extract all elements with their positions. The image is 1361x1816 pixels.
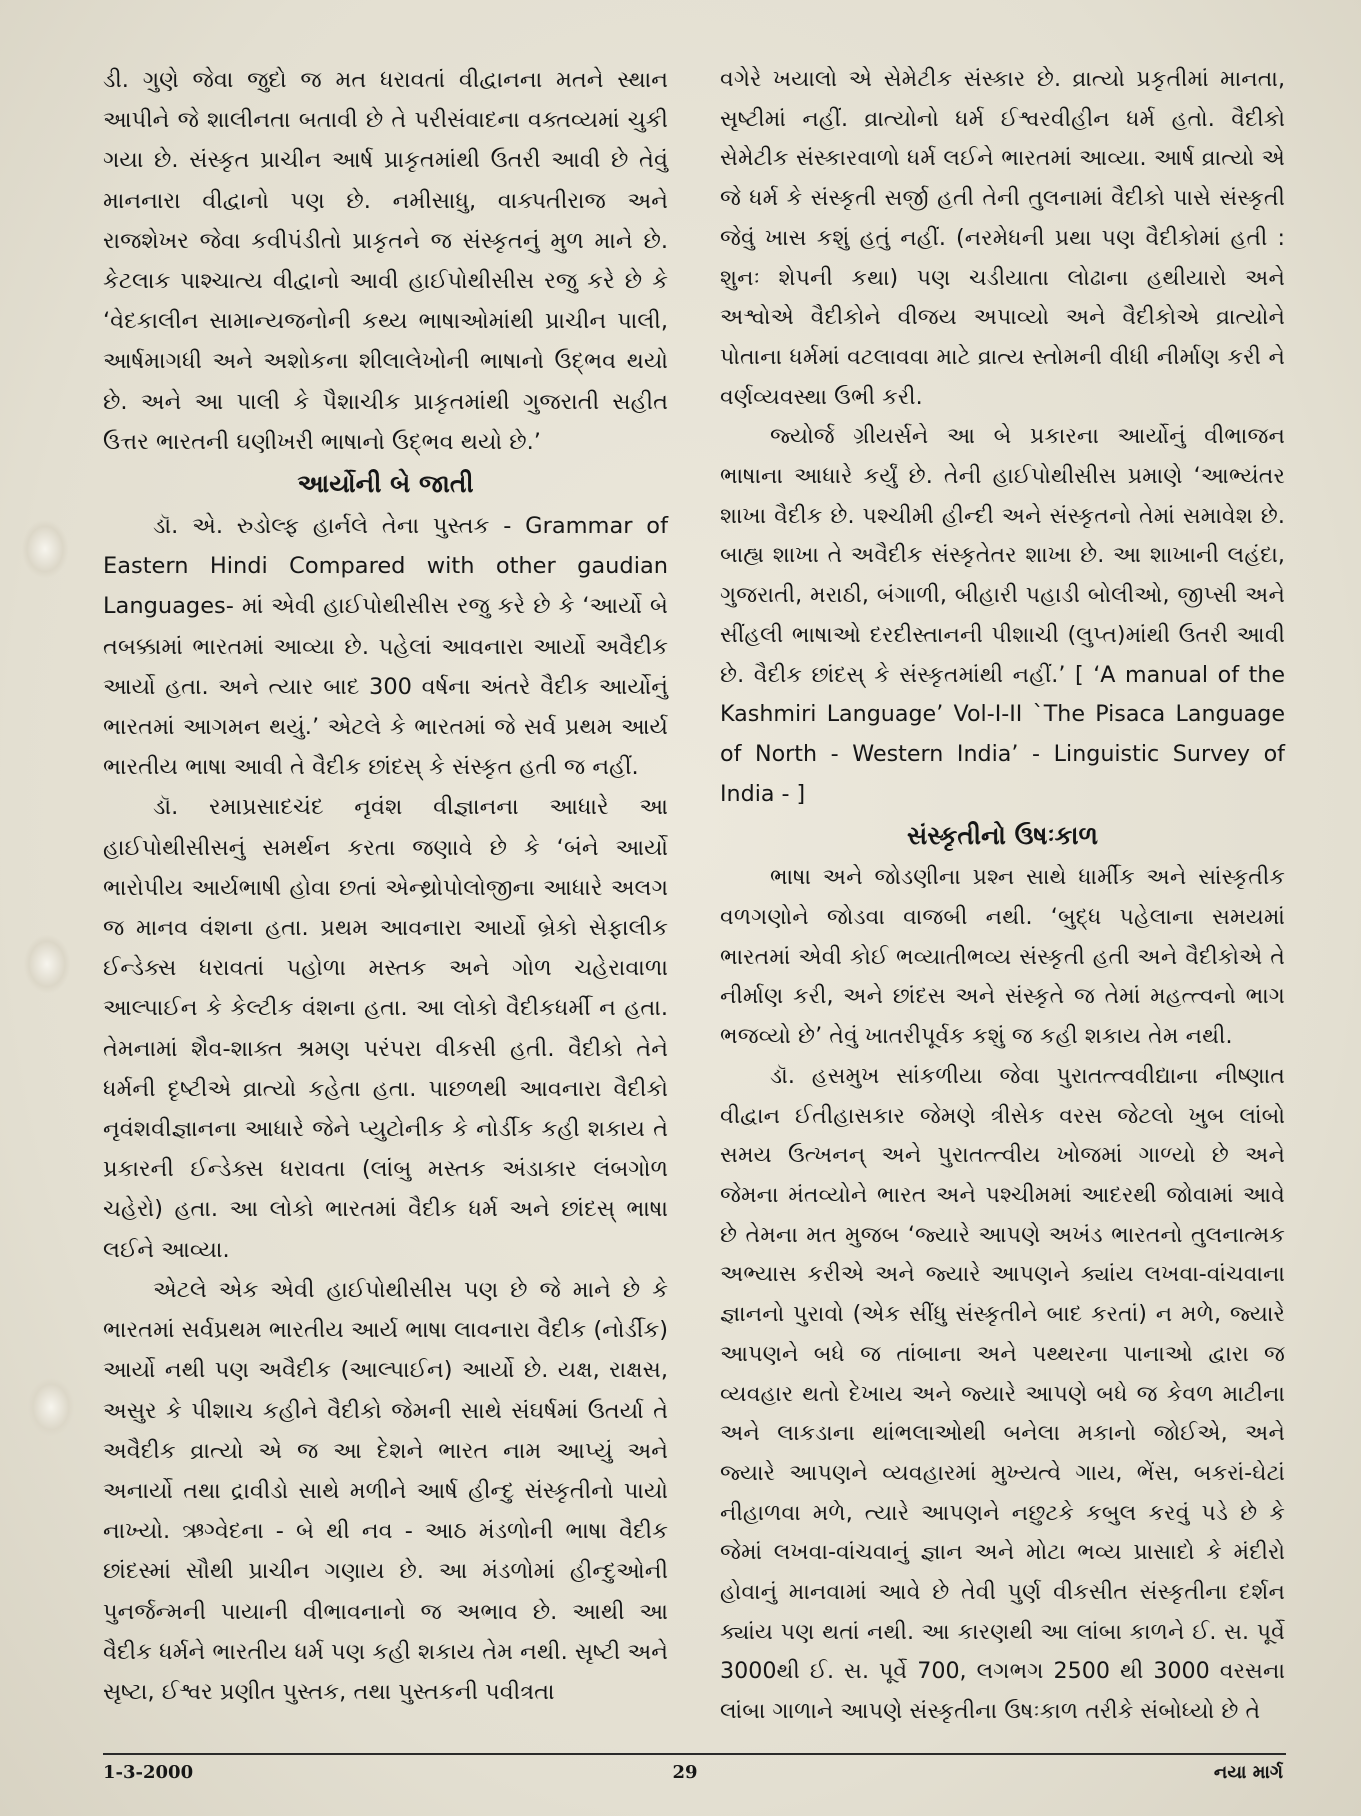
footer-divider <box>103 1753 1286 1755</box>
paragraph: એટલે એક એવી હાઈપોથીસીસ પણ છે જે માને છે કે ભારતમાં સર્વપ્રથમ ભારતીય આર્ય ભાષા લાવનારા વૈદીક (નોર્ડીક) આર્યો નથી પણ અવૈદીક (આલ્પાઈન) આર્યો છે. યક્ષ, રાક્ષસ, અસુર કે પીશાચ કહીને વૈદીકો જેમની સાથે સંઘર્ષમાં ઉતર્યા તે અવૈદીક વ્રાત્યો એ જ આ દેશને ભારત નામ આપ્યું અને અનાર્યો તથા દ્રાવીડો સાથે મળીને આર્ષ હીન્દુ સંસ્કૃતીનો પાયો નાખ્યો. ઋગ્વેદના - બે થી નવ - આઠ મંડળોની ભાષા વૈદીક છાંદસ્માં સૌથી પ્રાચીન ગણાય છે. આ મંડળોમાં હીન્દુઓની પુનર્જન્મની પાયાની વીભાવનાનો જ અભાવ છે. આથી આ વૈદીક ધર્મને ભારતીય ધર્મ પણ કહી શકાય તેમ નથી. સૃષ્ટી અને સૃષ્ટા, ઈશ્વર પ્રણીત પુસ્તક, તથા પુસ્તકની પવીત્રતા <box>103 1276 668 1705</box>
page-number: 29 <box>672 1762 698 1783</box>
section-heading: આર્યોની બે જાતી <box>297 469 474 499</box>
paragraph: ડી. ગુણે જેવા જુદો જ મત ધરાવતાં વીદ્વાનના મતને સ્થાન આપીને જે શાલીનતા બતાવી છે તે પરીસંવાદના વક્તવ્યમાં ચુકી ગયા છે. સંસ્કૃત પ્રાચીન આર્ષ પ્રાકૃતમાંથી ઉતરી આવી છે તેવું માનનારા વીદ્વાનો પણ છે. નમીસાધુ, વાક્પતીરાજ અને રાજશેખર જેવા કવીપંડીતો પ્રાકૃતને જ સંસ્કૃતનું મુળ માને છે. કેટલાક પાશ્ચાત્ય વીદ્વાનો આવી હાઈપોથીસીસ રજુ કરે છે કે ‘વેદકાલીન સામાન્યજનોની કથ્ય ભાષાઓમાંથી પ્રાચીન પાલી, આર્ષમાગધી અને અશોકના શીલાલેખોની ભાષાનો ઉદ્ભવ થયો છે. અને આ પાલી કે પૈશાચીક પ્રાકૃતમાંથી ગુજરાતી સહીત ઉત્તર ભારતની ઘણીખરી ભાષાનો ઉદ્ભવ થયો છે.’ <box>103 67 668 455</box>
paragraph: વગેરે ખયાલો એ સેમેટીક સંસ્કાર છે. વ્રાત્યો પ્રકૃતીમાં માનતા, સૃષ્ટીમાં નહીં. વ્રાત્યોનો ધર્મ ઈશ્વરવીહીન ધર્મ હતો. વૈદીકો સેમેટીક સંસ્કારવાળો ધર્મ લઈને ભારતમાં આવ્યા. આર્ષ વ્રાત્યો એ જે ધર્મ કે સંસ્કૃતી સર્જી હતી તેની તુલનામાં વૈદીકો પાસે સંસ્કૃતી જેવું ખાસ કશું હતું નહીં. (નરમેધની પ્રથા પણ વૈદીકોમાં હતી : શુનઃ શેપની કથા) પણ ચડીયાતા લોઢાના હથીયારો અને અશ્વોએ વૈદીકોને વીજય અપાવ્યો અને વૈદીકોએ વ્રાત્યોને પોતાના ધર્મમાં વટલાવવા માટે વ્રાત્ય સ્તોમની વીધી નીર્માણ કરી ને વર્ણવ્યવસ્થા ઉભી કરી. <box>720 66 1285 410</box>
staple-hole <box>24 935 70 993</box>
paragraph: ડૉ. હસમુખ સાંકળીયા જેવા પુરાતત્ત્વવીદ્યાના નીષ્ણાત વીદ્વાન ઈતીહાસકાર જેમણે ત્રીસેક વરસ જેટલો ખુબ લાંબો સમય ઉત્ખનન્ અને પુરાતત્ત્વીય ખોજમાં ગાળ્યો છે અને જેમના મંતવ્યોને ભારત અને પશ્ચીમમાં આદરથી જોવામાં આવે છે તેમના મત મુજબ ‘જ્યારે આપણે અખંડ ભારતનો તુલનાત્મક અભ્યાસ કરીએ અને જ્યારે આપણને ક્યાંય લખવા-વાંચવાના જ્ઞાનનો પુરાવો (એક સીંધુ સંસ્કૃતીને બાદ કરતાં) ન મળે, જ્યારે આપણને બધે જ તાંબાના અને પથ્થરના પાનાઓ દ્વારા જ વ્યવહાર થતો દેખાય અને જ્યારે આપણે બધે જ કેવળ માટીના અને લાકડાના થાંભલાઓથી બનેલા મકાનો જોઈએ, અને જ્યારે આપણને વ્યવહારમાં મુખ્યત્વે ગાય, ભેંસ, બકરાં-ઘેટાં નીહાળવા મળે, ત્યારે આપણને નછુટકે કબુલ કરવું પડે છે કે જેમાં લખવા-વાંચવાનું જ્ઞાન અને મોટા ભવ્ય પ્રાસાદો કે મંદીરો હોવાનું માનવામાં આવે છે તેવી પુર્ણ વીકસીત સંસ્કૃતીના દર્શન ક્યાંય પણ થતાં નથી. આ કારણથી આ લાંબા કાળને ઈ. સ. પૂર્વે 3000થી ઈ. સ. પૂર્વે 700, લગભગ 2500 થી 3000 વરસના લાંબા ગાળાને આપણે સંસ્કૃતીના ઉષઃકાળ તરીકે સંબોધ્યો છે તે <box>720 1062 1285 1725</box>
paragraph: ડૉ. એ. રુડોલ્ફ હાર્નલે તેના પુસ્તક - Grammar of Eastern Hindi Compared with other gaudian Languages- માં એવી હાઈપોથીસીસ રજુ કરે છે કે ‘આર્યો બે તબક્કામાં ભારતમાં આવ્યા છે. પહેલાં આવનારા આર્યો અવૈદીક આર્યો હતા. અને ત્યાર બાદ 300 વર્ષના અંતરે વૈદીક આર્યોનું ભારતમાં આગમન થયું.’ એટલે કે ભારતમાં જે સર્વ પ્રથમ આર્ય ભારતીય ભાષા આવી તે વૈદીક છાંદસ્ કે સંસ્કૃત હતી જ નહીં. <box>103 513 668 781</box>
staple-hole <box>28 1378 74 1436</box>
publication-name: નયા માર્ગ <box>1213 1762 1283 1783</box>
paragraph: ભાષા અને જોડણીના પ્રશ્ન સાથે ધાર્મીક અને સાંસ્કૃતીક વળગણોને જોડવા વાજબી નથી. ‘બુદ્ધ પહેલાના સમયમાં ભારતમાં એવી કોઈ ભવ્યાતીભવ્ય સંસ્કૃતી હતી અને વૈદીકોએ તે નીર્માણ કરી, અને છાંદસ અને સંસ્કૃતે જ તેમાં મહત્ત્વનો ભાગ ભજવ્યો છે’ તેવું ખાતરીપૂર્વક કશું જ કહી શકાય તેમ નથી. <box>720 864 1285 1050</box>
section-heading: સંસ્કૃતીનો ઉષઃકાળ <box>907 821 1098 851</box>
paragraph: જ્યોર્જ ગ્રીયર્સને આ બે પ્રકારના આર્યોનું વીભાજન ભાષાના આધારે કર્યું છે. તેની હાઈપોથીસીસ પ્રમાણે ‘આભ્યંતર શાખા વૈદીક છે. પશ્ચીમી હીન્દી અને સંસ્કૃતનો તેમાં સમાવેશ છે. બાહ્ય શાખા તે અવૈદીક સંસ્કૃતેતર શાખા છે. આ શાખાની લહંદા, ગુજરાતી, મરાઠી, બંગાળી, બીહારી પહાડી બોલીઓ, જીપ્સી અને સીંહલી ભાષાઓ દરદીસ્તાનની પીશાચી (લુપ્ત)માંથી ઉતરી આવી છે. વૈદીક છાંદસ્ કે સંસ્કૃતમાંથી નહીં.’ [ ‘A manual of the Kashmiri Language’ Vol-I-II `The Pisaca Language of North - Western India’ - Linguistic Survey of India - ] <box>720 423 1285 807</box>
issue-date: 1-3-2000 <box>103 1762 194 1783</box>
left-column <box>103 60 668 1712</box>
right-column <box>720 60 1285 1732</box>
staple-hole <box>22 520 68 578</box>
paragraph: ડૉ. રમાપ્રસાદચંદ નૃવંશ વીજ્ઞાનના આધારે આ હાઈપોથીસીસનું સમર્થન કરતા જણાવે છે કે ‘બંને આર્યો ભારોપીય આર્યભાષી હોવા છતાં એન્થ્રોપોલોજીના આધારે અલગ જ માનવ વંશના હતા. પ્રથમ આવનારા આર્યો બ્રેકો સેફાલીક ઈન્ડેક્સ ધરાવતાં પહોળા મસ્તક અને ગોળ ચહેરાવાળા આલ્પાઈન કે કેલ્ટીક વંશના હતા. આ લોકો વૈદીકધર્મી ન હતા. તેમનામાં શૈવ-શાક્ત શ્રમણ પરંપરા વીકસી હતી. વૈદીકો તેને ધર્મની દૃષ્ટીએ વ્રાત્યો કહેતા હતા. પાછળથી આવનારા વૈદીકો નૃવંશવીજ્ઞાનના આધારે જેને પ્યુટોનીક કે નોર્ડીક કહી શકાય તે પ્રકારની ઈન્ડેક્સ ધરાવતા (લાંબુ મસ્તક અંડાકાર લંબગોળ ચહેરો) હતા. આ લોકો ભારતમાં વૈદીક ધર્મ અને છાંદસ્ ભાષા લઈને આવ્યા. <box>103 794 668 1263</box>
